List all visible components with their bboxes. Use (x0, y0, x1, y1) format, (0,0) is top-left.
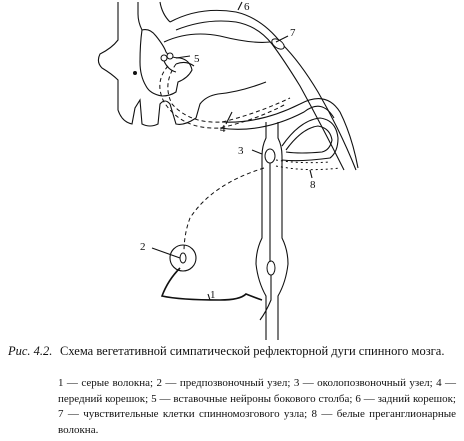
label-6: 6 (244, 1, 250, 13)
posterior-root (164, 10, 356, 170)
label-8: 8 (310, 179, 316, 191)
spinal-cord-section (98, 2, 266, 126)
label-3: 3 (238, 145, 244, 157)
trunk-ganglion-cell (267, 261, 275, 275)
figure-reference: Рис. 4.2. (8, 344, 53, 358)
label-5: 5 (194, 53, 200, 65)
interneurons (161, 53, 176, 72)
label-4: 4 (220, 123, 226, 135)
label-1: 1 (210, 289, 216, 301)
figure-legend: 1 — серые волокна; 2 — предпозвоночный узел; 3 — околопозвоночный узел; 4 — передний корешок; 5 — вставочные нейроны бокового столба; 6 — задний корешок; 7 — чувствительные клетки спинномозгового узла; 8 — белые преганглионарные волокна. (58, 377, 456, 436)
leader-lines (152, 2, 312, 300)
paravertebral-cell (265, 149, 275, 163)
prevertebral-ganglion (162, 168, 264, 300)
label-7: 7 (290, 27, 296, 39)
figure-caption (8, 344, 456, 359)
sympathetic-trunk (256, 118, 340, 340)
figure-title: Схема вегетативной симпатической рефлекторной дуги спинного мозга. (60, 344, 445, 358)
central-canal (133, 71, 137, 75)
label-2: 2 (140, 241, 146, 253)
